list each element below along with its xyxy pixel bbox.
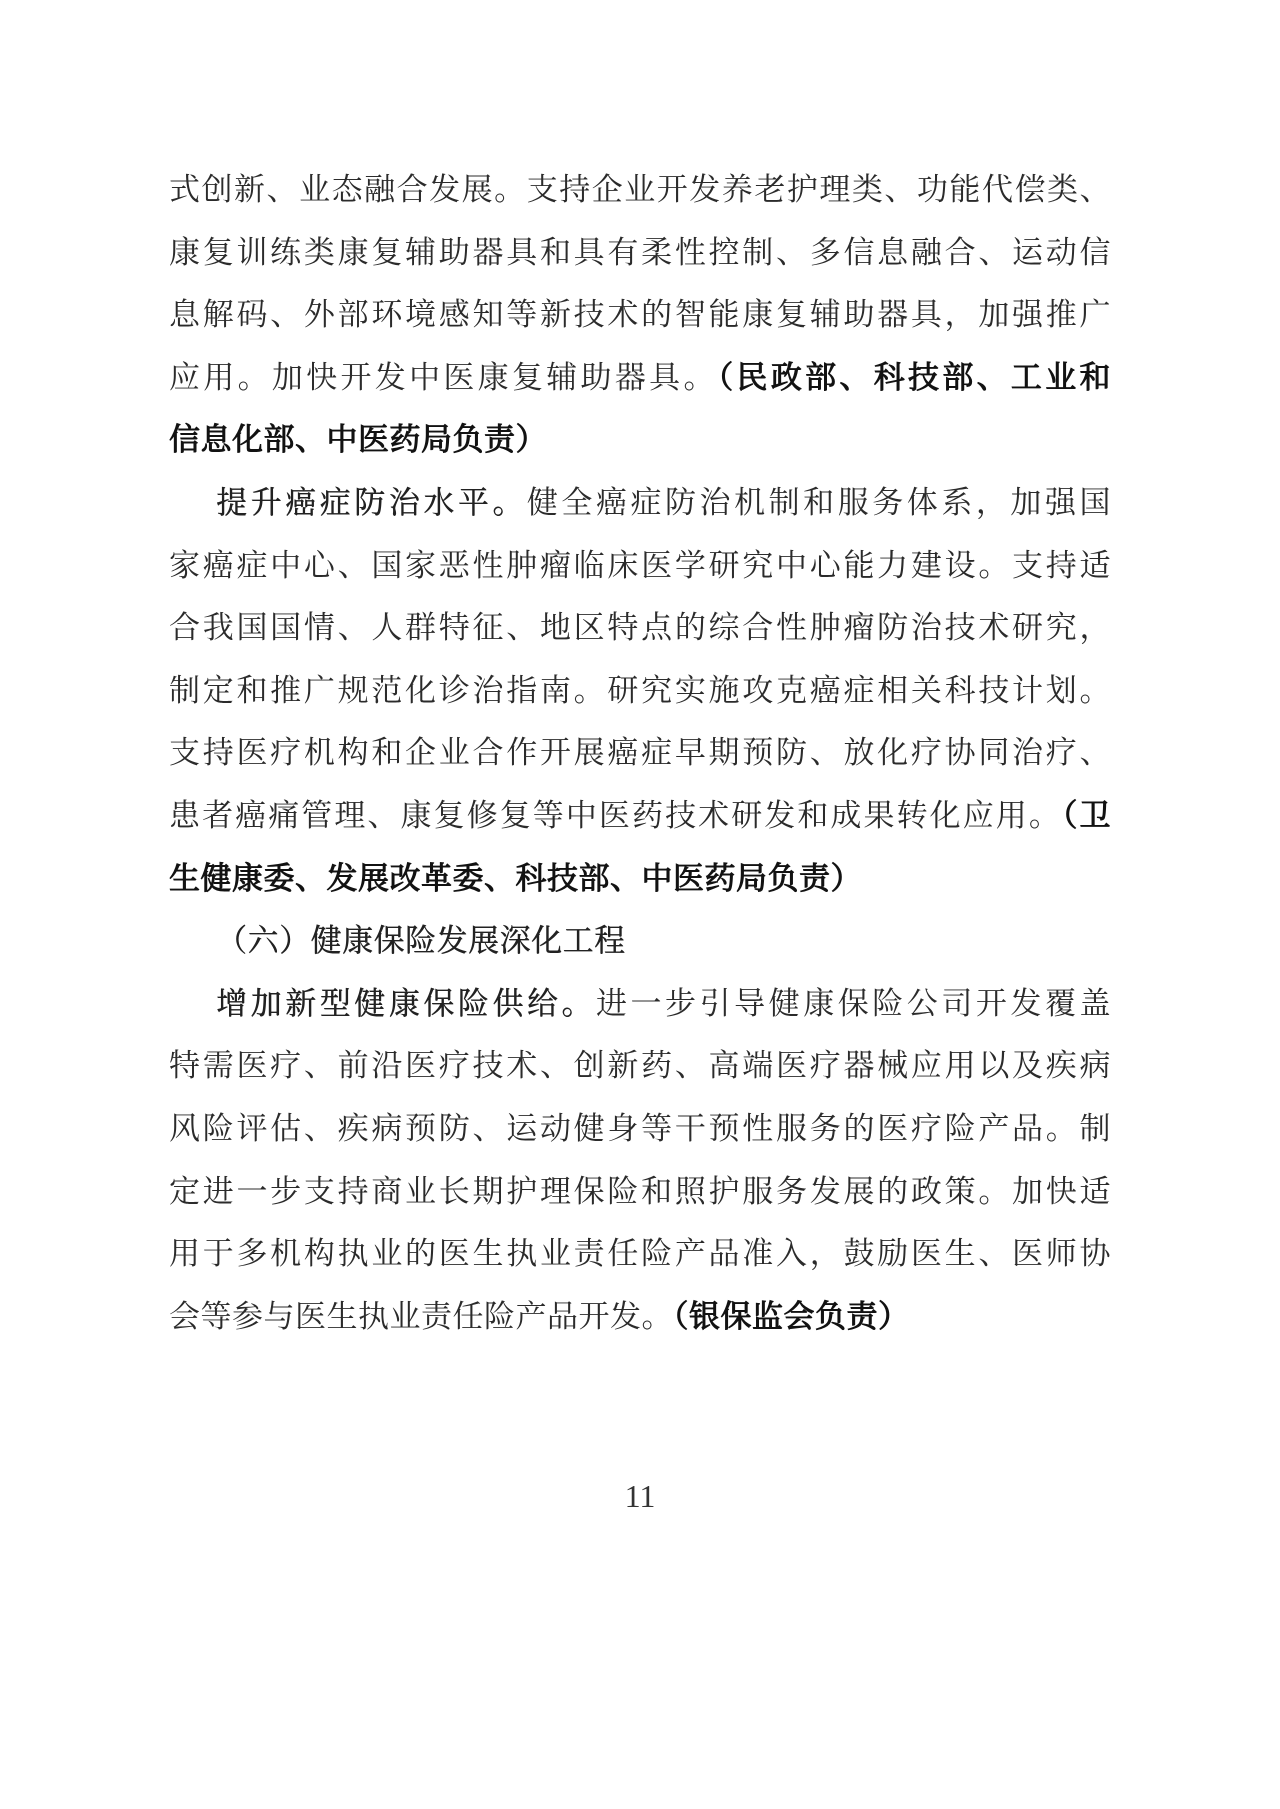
text-line xyxy=(169,409,1111,472)
text-line xyxy=(169,1035,1111,1098)
text-line xyxy=(169,973,1111,1036)
text-segment-body: 会等参与医生执业责任险产品开发。 xyxy=(169,1298,673,1334)
text-segment-bold: （卫 xyxy=(1061,797,1112,833)
text-line xyxy=(169,910,1111,973)
document-text xyxy=(169,159,1111,1348)
text-segment-body: 进一步引导健康保险公司开发覆盖 xyxy=(595,985,1112,1021)
text-segment-body: 支持医疗机构和企业合作开展癌症早期预防、放化疗协同治疗、 xyxy=(169,735,1111,771)
text-segment-body: 应用。加快开发中医康复辅助器具。 xyxy=(169,359,718,395)
text-segment-kai: （六）健康保险发展深化工程 xyxy=(216,923,626,959)
text-line xyxy=(169,785,1111,848)
page-number: 11 xyxy=(624,1478,656,1514)
text-segment-body: 风险评估、疾病预防、运动健身等干预性服务的医疗险产品。制 xyxy=(169,1110,1111,1146)
text-segment-body: 合我国国情、人群特征、地区特点的综合性肿瘤防治技术研究， xyxy=(169,610,1111,646)
text-segment-body: 定进一步支持商业长期护理保险和照护服务发展的政策。加快适 xyxy=(169,1173,1111,1209)
text-line xyxy=(169,472,1111,535)
text-segment-body: 患者癌痛管理、康复修复等中医药技术研发和成果转化应用。 xyxy=(169,797,1062,833)
text-segment-body: 式创新、业态融合发展。支持企业开发养老护理类、功能代偿类、 xyxy=(169,172,1111,207)
text-line xyxy=(169,1286,1111,1349)
text-segment-body: 健全癌症防治机制和服务体系，加强国 xyxy=(526,484,1111,520)
text-segment-body: 康复训练类康复辅助器具和具有柔性控制、多信息融合、运动信 xyxy=(169,234,1111,270)
text-line xyxy=(169,535,1111,598)
text-line xyxy=(169,1223,1111,1286)
text-segment-body: 息解码、外部环境感知等新技术的智能康复辅助器具，加强推广 xyxy=(169,297,1111,333)
text-segment-bold: 生健康委、发展改革委、科技部、中医药局负责） xyxy=(169,860,862,896)
text-line xyxy=(169,347,1111,410)
text-segment-kai: 提升癌症防治水平。 xyxy=(216,484,527,520)
text-line xyxy=(169,159,1111,222)
text-line xyxy=(169,660,1111,723)
text-line xyxy=(169,1161,1111,1224)
text-line xyxy=(169,722,1111,785)
text-line xyxy=(169,222,1111,285)
text-segment-body: 特需医疗、前沿医疗技术、创新药、高端医疗器械应用以及疾病 xyxy=(169,1048,1111,1084)
text-segment-body: 用于多机构执业的医生执业责任险产品准入，鼓励医生、医师协 xyxy=(169,1236,1111,1272)
text-segment-body: 制定和推广规范化诊治指南。研究实施攻克癌症相关科技计划。 xyxy=(169,672,1111,708)
text-line xyxy=(169,1098,1111,1161)
text-segment-body: 家癌症中心、国家恶性肿瘤临床医学研究中心能力建设。支持适 xyxy=(169,547,1111,583)
text-line xyxy=(169,597,1111,660)
text-line xyxy=(169,848,1111,911)
text-segment-bold: （民政部、科技部、工业和 xyxy=(717,359,1112,395)
text-segment-bold: （银保监会负责） xyxy=(673,1298,910,1334)
text-line xyxy=(169,284,1111,347)
text-segment-bold: 信息化部、中医药局负责） xyxy=(169,422,547,458)
text-segment-kai: 增加新型健康保险供给。 xyxy=(216,985,596,1021)
